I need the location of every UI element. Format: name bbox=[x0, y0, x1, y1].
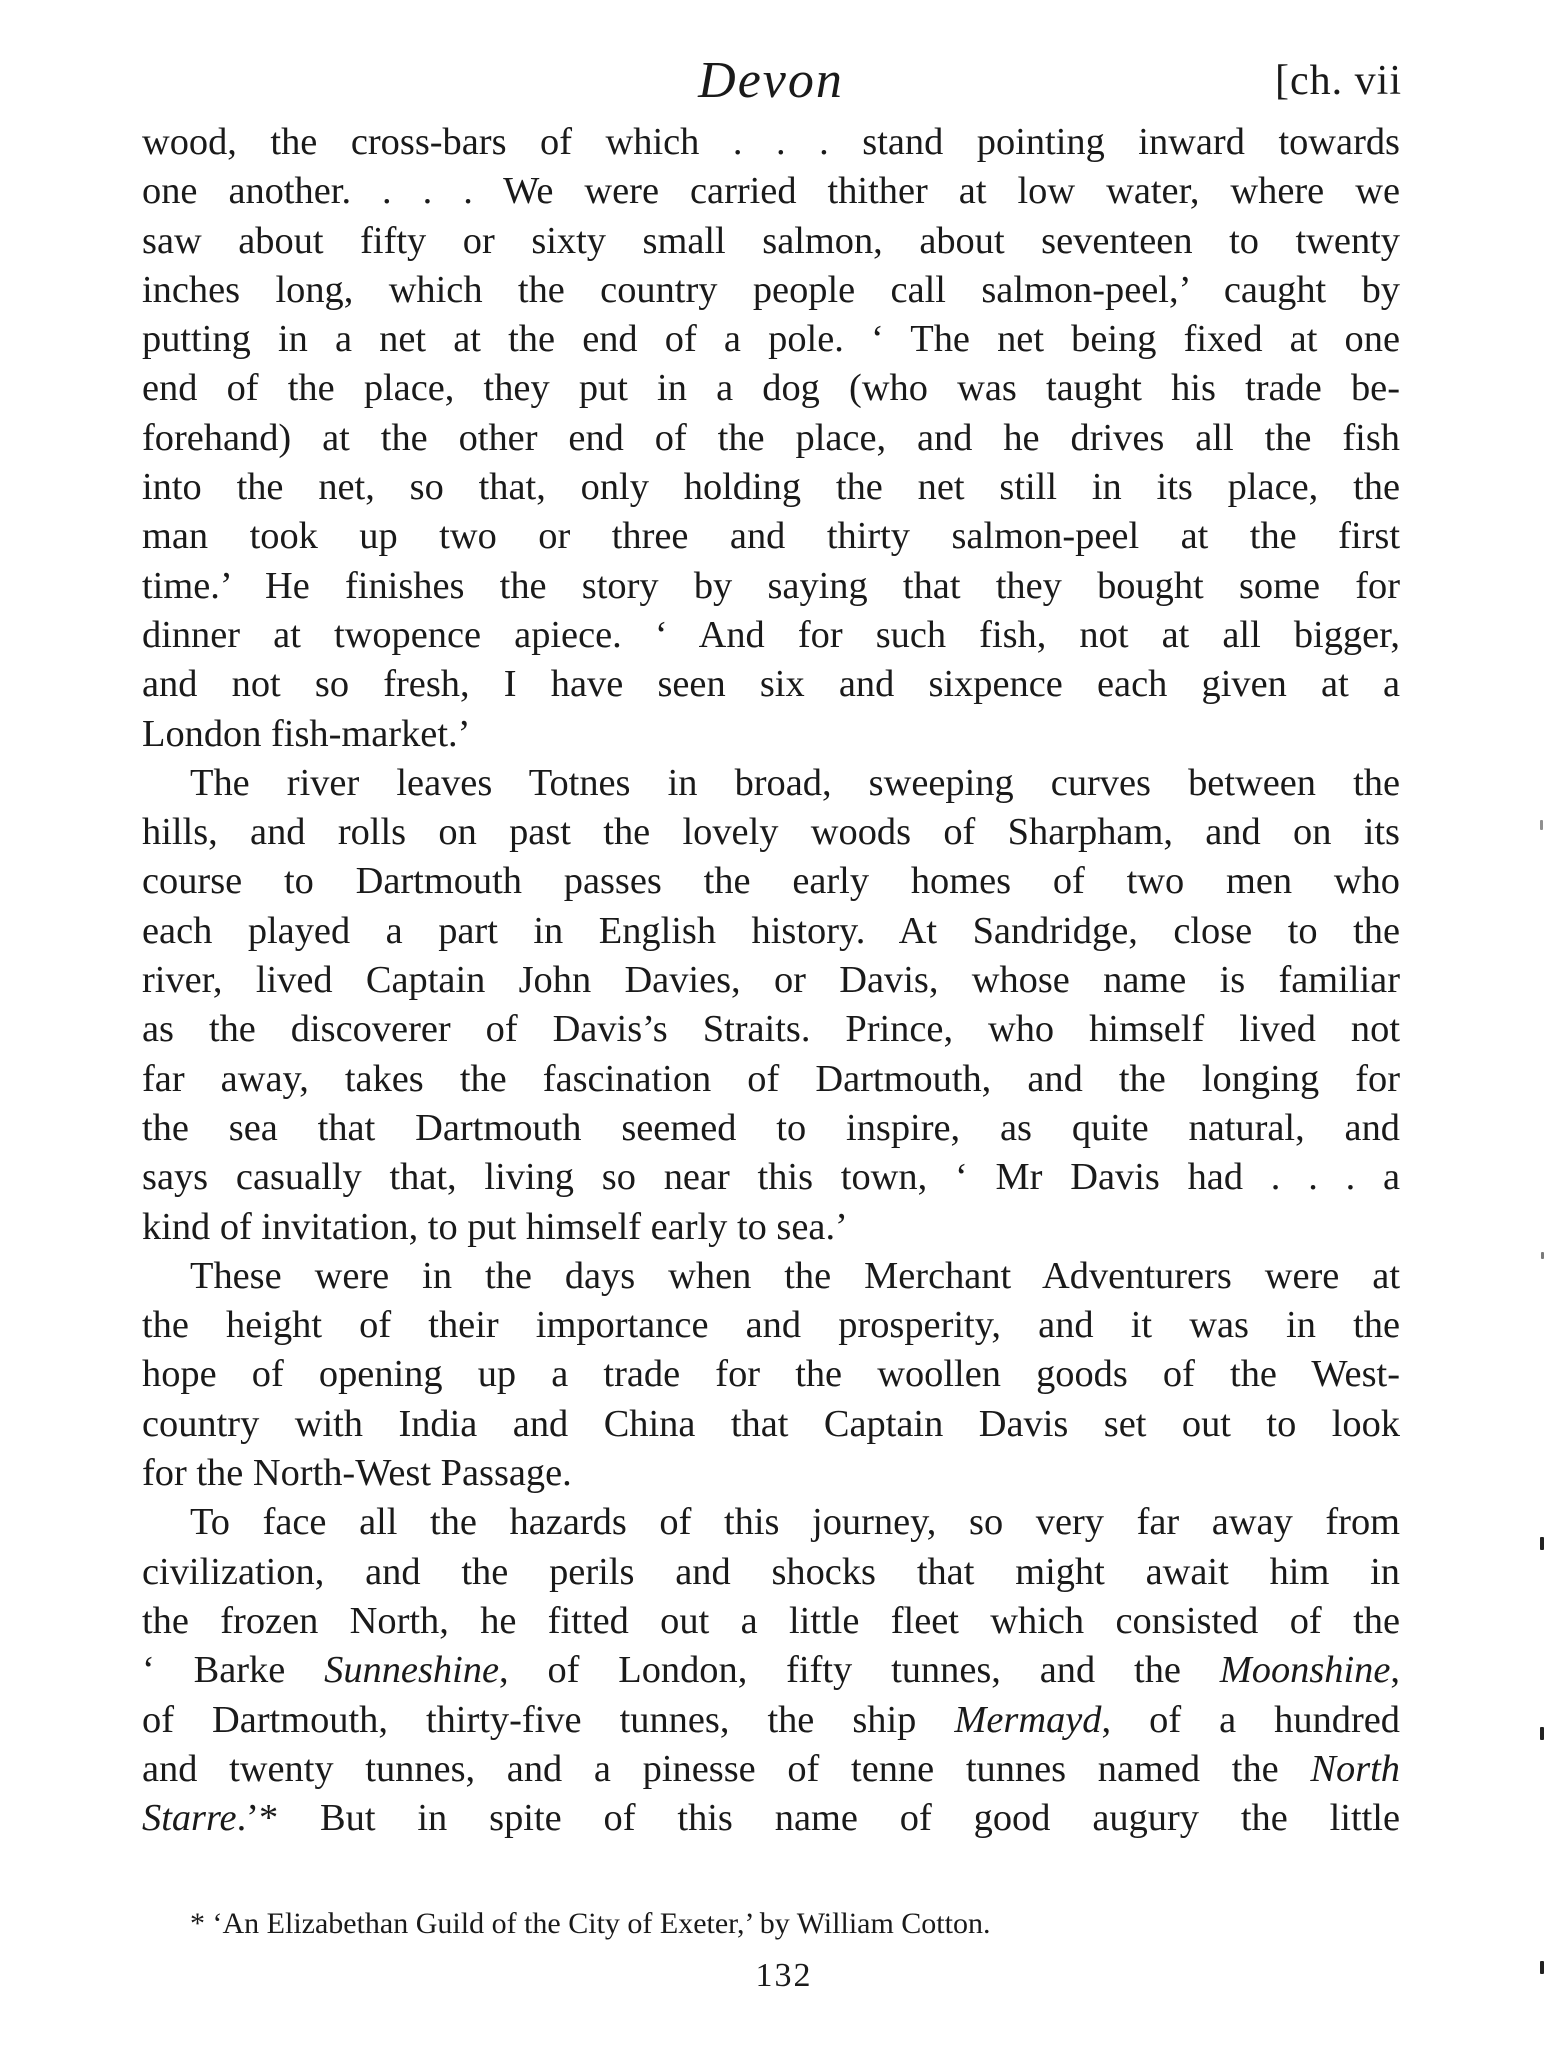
text-line: dinner at twopence apiece. ‘ And for such fish, not at all bigger, bbox=[142, 613, 1400, 656]
scan-speck bbox=[1540, 1727, 1544, 1740]
scan-speck bbox=[1540, 820, 1543, 830]
text-line: These were in the days when the Merchant Adventurers were at bbox=[190, 1254, 1400, 1297]
text-line: country with India and China that Captain Davis set out to look bbox=[142, 1402, 1400, 1445]
text-line: and not so fresh, I have seen six and sixpence each given at a bbox=[142, 663, 1400, 706]
running-title: Devon bbox=[698, 52, 844, 109]
text-line: and twenty tunnes, and a pinesse of tenne tunnes named the North bbox=[142, 1747, 1400, 1790]
text-line: forehand) at the other end of the place, and he drives all the fish bbox=[142, 416, 1400, 459]
text-line: one another. . . . We were carried thither at low water, where we bbox=[142, 170, 1400, 213]
text-line: course to Dartmouth passes the early homes of two men who bbox=[142, 860, 1400, 903]
body-text bbox=[142, 118, 1400, 1843]
text-line: inches long, which the country people call salmon-peel,’ caught by bbox=[142, 268, 1400, 311]
text-line: of Dartmouth, thirty-five tunnes, the ship Mermayd, of a hundred bbox=[142, 1698, 1400, 1741]
text-line: kind of invitation, to put himself early to sea.’ bbox=[142, 1205, 848, 1248]
text-line: the frozen North, he fitted out a little fleet which consisted of the bbox=[142, 1599, 1400, 1642]
text-line: wood, the cross-bars of which . . . stand pointing inward towards bbox=[142, 121, 1400, 163]
text-line: says casually that, living so near this town, ‘ Mr Davis had . . . a bbox=[142, 1156, 1400, 1199]
text-line: civilization, and the perils and shocks that might await him in bbox=[142, 1550, 1400, 1593]
text-line: ‘ Barke Sunneshine, of London, fifty tunnes, and the Moonshine, bbox=[142, 1649, 1400, 1692]
text-line: saw about fifty or sixty small salmon, about seventeen to twenty bbox=[142, 219, 1400, 262]
text-line: man took up two or three and thirty salmon-peel at the first bbox=[142, 515, 1400, 558]
footnote: * ‘An Elizabethan Guild of the City of Exeter,’ by William Cotton. bbox=[190, 1907, 991, 1940]
text-line: hills, and rolls on past the lovely woods of Sharpham, and on its bbox=[142, 811, 1400, 854]
chapter-marker: [ch. vii bbox=[1275, 58, 1402, 104]
text-line: each played a part in English history. At Sandridge, close to the bbox=[142, 909, 1400, 952]
scan-speck bbox=[1540, 1961, 1544, 1974]
text-line: as the discoverer of Davis’s Straits. Prince, who himself lived not bbox=[142, 1008, 1400, 1051]
text-line: the sea that Dartmouth seemed to inspire, as quite natural, and bbox=[142, 1106, 1400, 1149]
text-line: putting in a net at the end of a pole. ‘ The net being fixed at one bbox=[142, 318, 1400, 361]
scan-speck bbox=[1541, 1252, 1544, 1259]
scan-speck bbox=[1540, 1537, 1544, 1550]
text-line: time.’ He finishes the story by saying that they bought some for bbox=[142, 564, 1400, 607]
text-line: hope of opening up a trade for the woollen goods of the West- bbox=[142, 1353, 1400, 1396]
text-line: Starre.’* But in spite of this name of good augury the little bbox=[142, 1797, 1400, 1840]
text-line: for the North-West Passage. bbox=[142, 1452, 572, 1495]
text-line: London fish-market.’ bbox=[142, 712, 471, 755]
running-head bbox=[140, 46, 1402, 116]
text-line: To face all the hazards of this journey, so very far away from bbox=[190, 1501, 1400, 1544]
text-line: into the net, so that, only holding the net still in its place, the bbox=[142, 466, 1400, 509]
page-number: 132 bbox=[755, 1957, 813, 1994]
text-line: The river leaves Totnes in broad, sweeping curves between the bbox=[190, 761, 1400, 804]
text-line: far away, takes the fascination of Dartmouth, and the longing for bbox=[142, 1057, 1400, 1100]
text-line: the height of their importance and prosperity, and it was in the bbox=[142, 1304, 1400, 1347]
text-line: end of the place, they put in a dog (who was taught his trade be- bbox=[142, 367, 1400, 410]
text-line: river, lived Captain John Davies, or Davis, whose name is familiar bbox=[142, 959, 1400, 1002]
